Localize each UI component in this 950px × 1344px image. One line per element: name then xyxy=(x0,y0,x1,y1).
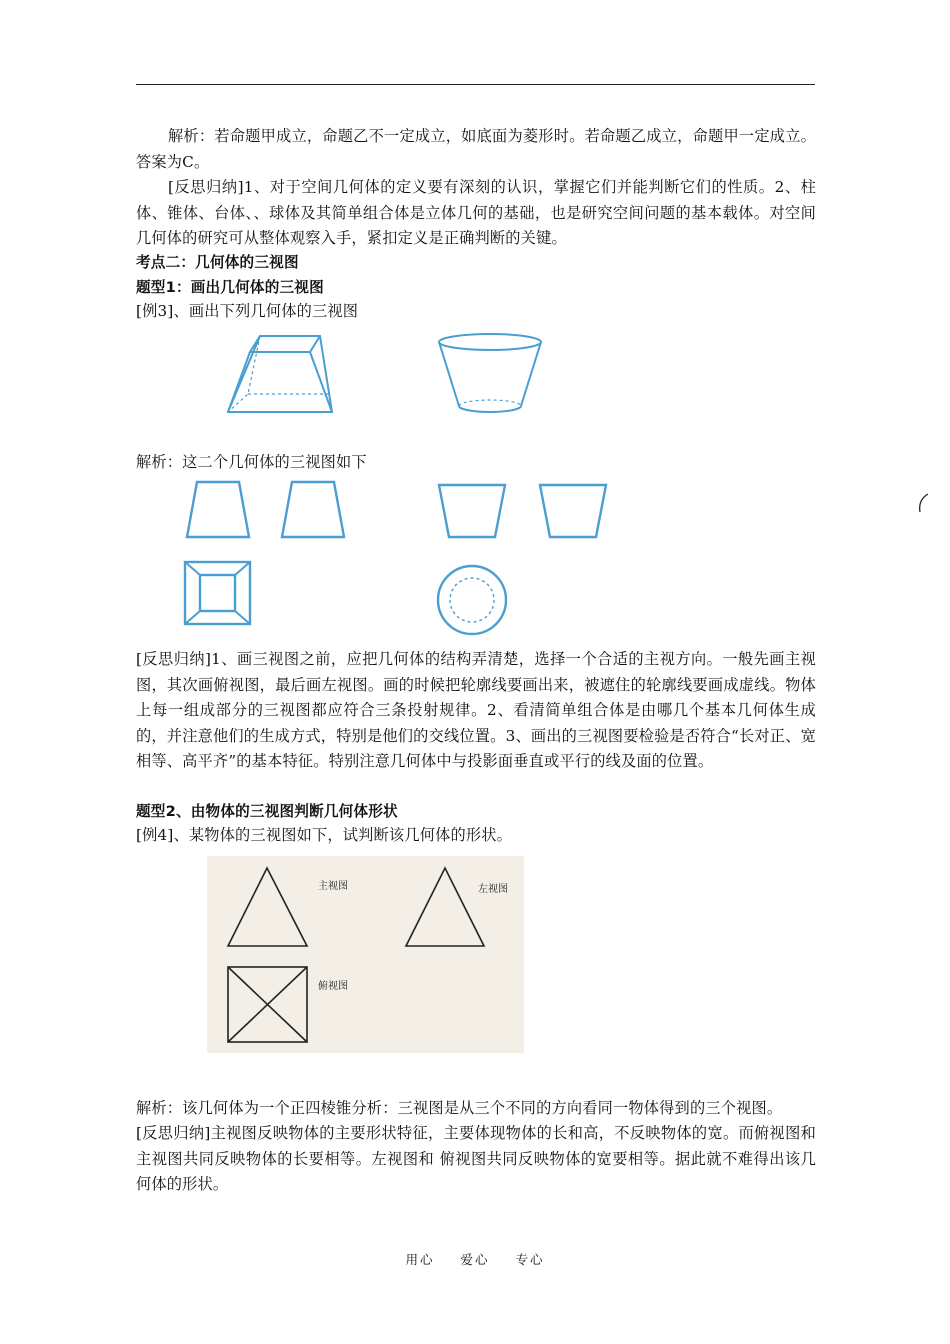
front-view-label: 主视图 xyxy=(318,881,348,892)
decorative-arc xyxy=(916,492,932,516)
question-type-1-heading: 题型1：画出几何体的三视图 xyxy=(136,279,324,296)
frustum-side-view xyxy=(278,480,348,540)
section-heading-2: 考点二：几何体的三视图 xyxy=(136,254,299,271)
reflection-paragraph-1: [反思归纳]1、对于空间几何体的定义要有深刻的认识，掌握它们并能判断它们的性质。2、柱体、锥体、台体、、球体及其简单组合体是立体几何的基础，也是研究空间问题的基本载体。对空间几何体的研究可从整体观察入手，紧扣定义是正确判断的关键。 xyxy=(136,178,816,248)
footer-word-2: 爱心 xyxy=(460,1252,490,1267)
cone-top-view xyxy=(436,564,508,636)
truncated-cone-figure xyxy=(435,330,550,418)
example-3-answer: 解析：这二个几何体的三视图如下 xyxy=(136,453,367,471)
frustum-figure xyxy=(220,330,340,420)
cone-front-view xyxy=(437,483,509,541)
answer-paragraph-1: 解析：若命题甲成立，命题乙不一定成立，如底面为菱形时。若命题乙成立，命题甲一定成立。答案为C。 xyxy=(136,127,816,171)
header-rule xyxy=(136,84,815,85)
question-type-2-heading: 题型2、由物体的三视图判断几何体形状 xyxy=(136,803,398,820)
reflection-paragraph-2: [反思归纳]1、画三视图之前，应把几何体的结构弄清楚，选择一个合适的主视方向。一般先画主视图，其次画俯视图，最后画左视图。画的时候把轮廓线要画出来，被遮住的轮廓线要画成虚线。物体上每一组成部分的三视图都应符合三条投射规律。2、看清简单组合体是由哪几个基本几何体生成的，并注意他们的生成方式，特别是他们的交线位置。3、画出的三视图要检验是否符合“长对正、宽相等、高平齐”的基本特征。特别注意几何体中与投影面垂直或平行的线及面的位置。 xyxy=(136,650,816,771)
frustum-front-view xyxy=(183,480,253,540)
three-view-scan xyxy=(207,856,524,1053)
footer-word-3: 专心 xyxy=(515,1252,545,1267)
page-footer xyxy=(0,1250,950,1268)
footer-word-1: 用心 xyxy=(405,1252,435,1267)
example-4-answer: 解析：该几何体为一个正四棱锥分析：三视图是从三个不同的方向看同一物体得到的三个视图。 xyxy=(136,1099,783,1117)
example-4-prompt: [例4]、某物体的三视图如下，试判断该几何体的形状。 xyxy=(136,826,513,844)
cone-side-view xyxy=(538,483,610,541)
frustum-top-view xyxy=(183,560,253,626)
side-view-label: 左视图 xyxy=(478,884,508,895)
example-3-prompt: [例3]、画出下列几何体的三视图 xyxy=(136,302,359,320)
top-view-label: 俯视图 xyxy=(318,981,348,992)
reflection-paragraph-3: [反思归纳]主视图反映物体的主要形状特征，主要体现物体的长和高，不反映物体的宽。而俯视图和主视图共同反映物体的长要相等。左视图和 俯视图共同反映物体的宽要相等。据此就不难得出该几何体的形状。 xyxy=(136,1124,816,1194)
